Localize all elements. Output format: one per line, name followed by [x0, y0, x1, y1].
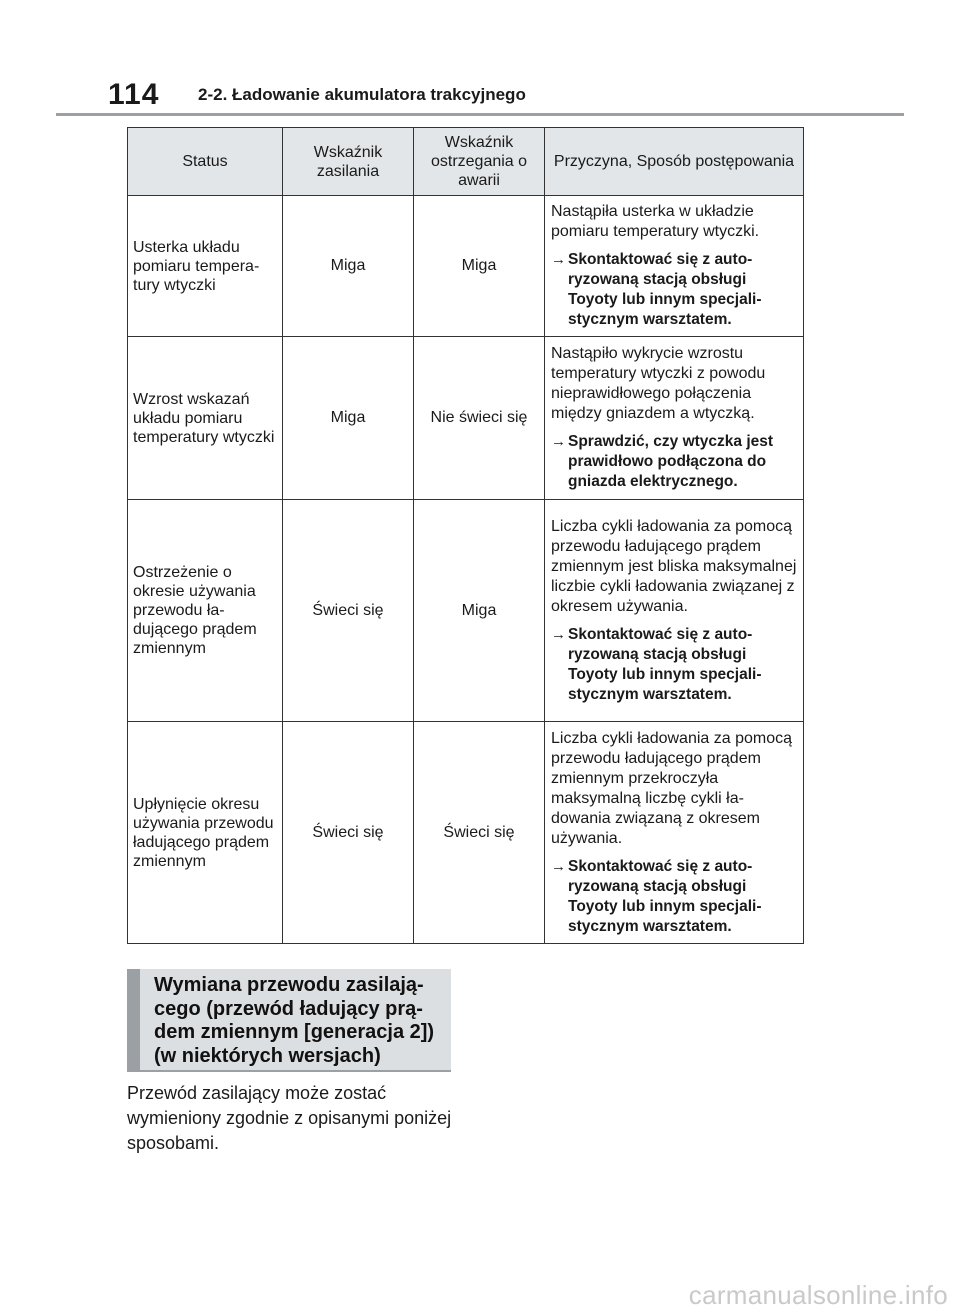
table-row [128, 722, 804, 944]
status-table [127, 127, 804, 944]
subsection-heading: Wymiana przewodu zasilającego (przewód ładujący prądem zmiennym [generacja 2]) (w niektórych wersjach) [127, 969, 451, 1072]
arrow-icon: → [551, 857, 566, 875]
subsection-intro: Przewód zasilający może zostać wymieniony zgodnie z opisanymi poniżej sposobami. [127, 1083, 452, 1153]
arrow-icon: → [551, 251, 566, 268]
cause-text: Liczba cykli ładowania za pomocą przewodu ładującego prądem zmiennym jest bliska maksymalnej liczbie cykli ładowania związanej z okresem używania. [551, 517, 797, 615]
cause-text: Nastąpiło wykrycie wzrostu temperatury wtyczki z powodu nieprawidłowego połączenia między gniazdem a wtyczką. [551, 345, 766, 422]
column-header-cause: Przyczyna, Sposób postępowania [545, 128, 804, 196]
action-text: Skontaktować się z autoryzowaną stacją obsługi Toyoty lub innym specjalistycznym warsztatem. [568, 251, 762, 328]
page-header [0, 0, 960, 120]
table-header-row [128, 128, 804, 196]
row-power-indicator: Miga [283, 337, 414, 500]
arrow-icon: → [551, 625, 566, 643]
action-text: Sprawdzić, czy wtyczka jest prawidłowo podłączona do gniazda elektrycznego. [568, 433, 774, 490]
column-header-warning-indicator: Wskaźnik ostrzegania o awarii [414, 128, 545, 196]
action-step [551, 250, 797, 330]
row-cause [545, 337, 804, 500]
cause-text: Liczba cykli ładowania za pomocą przewodu ładującego prądem zmiennym przekroczyła maksymalną liczbę cykli ładowania związaną z okresem używania. [551, 729, 793, 847]
row-cause [545, 196, 804, 337]
action-step [551, 625, 797, 705]
page-number: 114 [108, 78, 160, 111]
row-warning-indicator: Miga [414, 500, 545, 722]
column-header-power-indicator: Wskaźnik zasilania [283, 128, 414, 196]
action-text: Skontaktować się z autoryzowaną stacją obsługi Toyoty lub innym specjalistycznym warsztatem. [568, 857, 762, 935]
arrow-icon: → [551, 433, 566, 450]
row-power-indicator: Świeci się [283, 500, 414, 722]
action-step [551, 857, 797, 937]
row-cause [545, 500, 804, 722]
row-power-indicator: Świeci się [283, 722, 414, 944]
header-divider [56, 113, 904, 116]
action-step [551, 432, 797, 492]
watermark: carmanualsonline.info [688, 1280, 948, 1310]
row-cause [545, 722, 804, 944]
row-warning-indicator: Świeci się [414, 722, 545, 944]
row-status: Ostrzeżenie o okresie używania przewodu ładującego prądem zmiennym [128, 500, 283, 722]
table-row [128, 337, 804, 500]
row-status: Usterka układu pomiaru temperatury wtyczki [128, 196, 283, 337]
row-warning-indicator: Miga [414, 196, 545, 337]
row-power-indicator: Miga [283, 196, 414, 337]
row-warning-indicator: Nie świeci się [414, 337, 545, 500]
section-title: 2-2. Ładowanie akumulatora trakcyjnego [198, 85, 526, 104]
table-row [128, 500, 804, 722]
cause-text: Nastąpiła usterka w układzie pomiaru temperatury wtyczki. [551, 203, 760, 240]
row-status: Wzrost wskazań układu pomiaru temperatury wtyczki [128, 337, 283, 500]
row-status: Upłynięcie okresu używania przewodu ładującego prądem zmiennym [128, 722, 283, 944]
action-text: Skontaktować się z autoryzowaną stacją obsługi Toyoty lub innym specjalistycznym warsztatem. [568, 625, 762, 703]
column-header-status: Status [128, 128, 283, 196]
table-row [128, 196, 804, 337]
